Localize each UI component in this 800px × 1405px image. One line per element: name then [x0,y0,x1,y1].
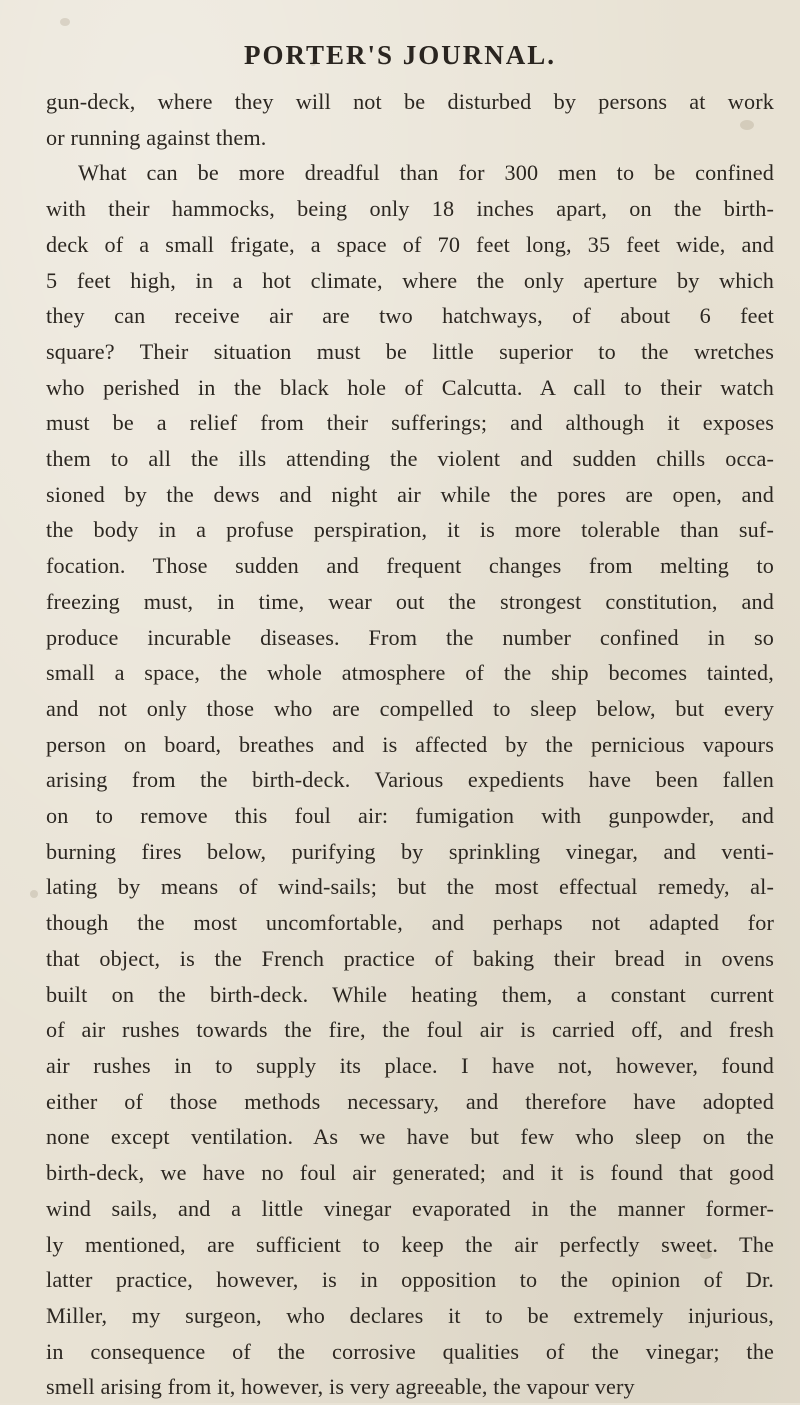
text-line: and not only those who are compelled to sleep below, but every [46,695,774,721]
text-line: gun-deck, where they will not be disturbed by persons at work [46,89,774,114]
text-line: square? Their situation must be little superior to the wretches [46,338,774,364]
text-line: person on board, breathes and is affected by the pernicious vapours [46,731,774,757]
text-line: produce incurable diseases. From the number confined in so [46,624,774,650]
text-line: 5 feet high, in a hot climate, where the only aperture by which [46,267,774,293]
text-line: though the most uncomfortable, and perhaps not adapted for [46,910,774,936]
text-line: latter practice, however, is in opposition to the opinion of Dr. [46,1267,774,1293]
text-line: deck of a small frigate, a space of 70 feet long, 35 feet wide, and [46,231,774,257]
text-line: none except ventilation. As we have but few who sleep on the [46,1124,774,1150]
paragraph-first-line: What can be more dreadful than for 300 men to be confined [78,160,774,186]
text-line: ly mentioned, are sufficient to keep the air perfectly sweet. The [46,1231,774,1257]
text-line: that object, is the French practice of baking their bread in ovens [46,945,774,971]
text-line: built on the birth-deck. While heating them, a constant current [46,981,774,1007]
text-line: they can receive air are two hatchways, of about 6 feet [46,303,774,329]
text-line: freezing must, in time, wear out the strongest constitution, and [46,588,774,614]
text-line: burning fires below, purifying by sprinkling vinegar, and venti- [46,838,774,864]
text-line: on to remove this foul air: fumigation with gunpowder, and [46,803,774,829]
text-line: air rushes in to supply its place. I have not, however, found [46,1052,774,1078]
text-line: of air rushes towards the fire, the foul air is carried off, and fresh [46,1017,774,1043]
text-line: them to all the ills attending the violent and sudden chills occa- [46,446,774,472]
text-line: smell arising from it, however, is very agreeable, the vapour very [46,1374,635,1400]
paper-stain [30,890,38,898]
text-line: must be a relief from their sufferings; and although it exposes [46,410,774,436]
paper-stain [60,18,70,26]
text-line: with their hammocks, being only 18 inches apart, on the birth- [46,196,774,222]
journal-body-text [46,84,774,1405]
text-line: sioned by the dews and night air while the pores are open, and [46,481,774,507]
text-line: arising from the birth-deck. Various expedients have been fallen [46,767,774,793]
text-line: who perished in the black hole of Calcutta. A call to their watch [46,374,774,400]
text-line: birth-deck, we have no foul air generated; and it is found that good [46,1160,774,1186]
text-line: focation. Those sudden and frequent changes from melting to [46,553,774,579]
text-line: the body in a profuse perspiration, it is more tolerable than suf- [46,517,774,543]
text-line: in consequence of the corrosive qualities of the vinegar; the [46,1338,774,1364]
text-line: or running against them. [46,124,267,150]
text-line: either of those methods necessary, and therefore have adopted [46,1088,774,1114]
running-head: PORTER'S JOURNAL. [243,40,557,70]
text-line: Miller, my surgeon, who declares it to be extremely injurious, [46,1302,774,1328]
text-line: lating by means of wind-sails; but the most effectual remedy, al- [46,874,774,900]
text-line: small a space, the whole atmosphere of the ship becomes tainted, [46,660,774,686]
text-line: wind sails, and a little vinegar evaporated in the manner former- [46,1195,774,1221]
